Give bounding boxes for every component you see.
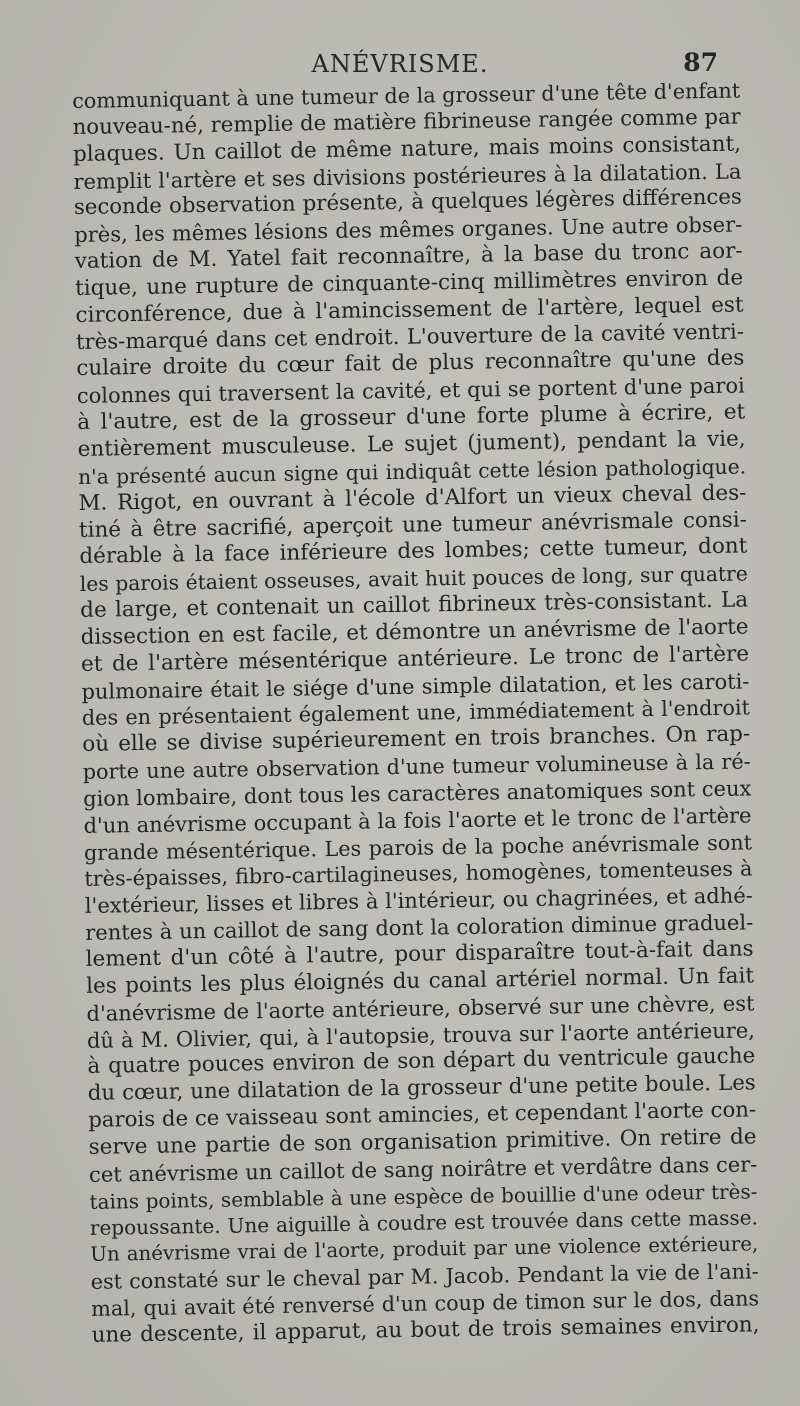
text-line: du cœur, une dilatation de la grosseur d'une petite boule. Les	[87, 1070, 756, 1107]
text-line: où elle se divise supérieurement en trois branches. On rap-	[82, 721, 751, 758]
text-line: dissection en est facile, et démontre un anévrisme de l'aorte	[80, 614, 749, 650]
text-line: d'anévrisme de l'aorte antérieure, observé sur une chèvre, est	[86, 991, 755, 1026]
running-title: ANÉVRISME.	[311, 50, 489, 78]
text-line: gion lombaire, dont tous les caractères anatomiques sont ceux	[82, 776, 752, 811]
text-line: lement d'un côté à l'autre, pour disparaître tout-à-fait dans	[85, 936, 754, 972]
text-line: des en présentaient également une, immédiatement à l'endroit	[81, 695, 751, 731]
text-line: culaire droite du cœur fait de plus reconnaître qu'une des	[76, 345, 745, 382]
text-line: à l'autre, est de la grosseur d'une forte plume à écrire, et	[77, 399, 746, 436]
page-number: 87	[683, 48, 718, 77]
text-line: M. Rigot, en ouvrant à l'école d'Alfort un vieux cheval des-	[78, 480, 747, 516]
text-line: n'a présenté aucun signe qui indiquât cette lésion pathologique.	[77, 454, 747, 489]
text-line: parois de ce vaisseau sont amincies, et cependant l'aorte con-	[88, 1097, 757, 1133]
text-line: à quatre pouces environ de son départ du ventricule gauche	[87, 1043, 756, 1080]
text-line: nouveau-né, remplie de matière fibrineuse rangée comme par	[72, 104, 741, 140]
text-line: tiné à être sacrifié, aperçoit une tumeur anévrismale consi-	[78, 506, 748, 543]
text-line: rentes à un caillot de sang dont la coloration diminue graduel-	[85, 910, 754, 946]
text-line: et de l'artère mésentérique antérieure. Le tronc de l'artère	[80, 641, 750, 677]
text-line: de large, et contenait un caillot fibrineux très-consistant. La	[80, 587, 749, 623]
text-line: entièrement musculeuse. Le sujet (jument), pendant la vie,	[77, 426, 746, 462]
text-line: grande mésentérique. Les parois de la poche anévrismale sont	[83, 830, 753, 865]
text-line: serve une partie de son organisation primitive. On retire de	[88, 1124, 757, 1160]
text-line: remplit l'artère et ses divisions postérieures à la dilatation. La	[73, 159, 742, 194]
text-line: dû à M. Olivier, qui, à l'autopsie, trouva sur l'aorte antérieure,	[86, 1017, 756, 1053]
text-line: tains points, semblable à une espèce de bouillie d'une odeur très-	[89, 1178, 758, 1214]
text-line: les points les plus éloignés du canal artériel normal. Un fait	[85, 963, 755, 999]
text-line: dérable à la face inférieure des lombes; cette tumeur, dont	[79, 533, 748, 570]
text-line: est constaté sur le cheval par M. Jacob. Pendant la vie de l'ani-	[90, 1259, 759, 1294]
text-line: très-marqué dans cet endroit. L'ouverture de la cavité ventri-	[75, 319, 745, 355]
text-line: colonnes qui traversent la cavité, et qui se portent d'une paroi	[76, 373, 745, 409]
text-line: Un anévrisme vrai de l'aorte, produit par une violence extérieure,	[90, 1232, 759, 1267]
text-line: d'un anévrisme occupant à la fois l'aorte et le tronc de l'artère	[83, 803, 752, 838]
text-line: vation de M. Yatel fait reconnaître, à la base du tronc aor-	[74, 238, 743, 275]
text-line: communiquant à une tumeur de la grosseur d'une tête d'enfant	[72, 78, 741, 113]
text-line: tique, une rupture de cinquante-cinq millimètres environ de	[74, 265, 744, 301]
body-text	[72, 78, 760, 1350]
text-line: cet anévrisme un caillot de sang noirâtre et verdâtre dans cer-	[88, 1152, 758, 1187]
text-line: plaques. Un caillot de même nature, mais moins consistant,	[72, 131, 742, 167]
text-line: porte une autre observation d'une tumeur volumineuse à la ré-	[82, 749, 751, 785]
text-line: une descente, il apparut, au bout de trois semaines environ,	[91, 1312, 760, 1348]
text-line: pulmonaire était le siége d'une simple dilatation, et les caroti-	[81, 668, 750, 704]
text-line: circonférence, due à l'amincissement de l'artère, lequel est	[75, 292, 744, 328]
text-line: repoussante. Une aiguille à coudre est trouvée dans cette masse.	[89, 1205, 759, 1241]
text-line: près, les mêmes lésions des mêmes organes. Une autre obser-	[74, 212, 743, 248]
text-line: seconde observation présente, à quelques légères différences	[73, 184, 742, 221]
text-line: très-épaisses, fibro-cartilagineuses, homogènes, tomenteuses à	[84, 856, 753, 892]
text-line: les parois étaient osseuses, avait huit pouces de long, sur quatre	[79, 561, 748, 597]
text-line: mal, qui avait été renversé d'un coup de timon sur le dos, dans	[90, 1286, 760, 1321]
text-line: l'extérieur, lisses et libres à l'intérieur, ou chagrinées, et adhé-	[84, 883, 753, 919]
